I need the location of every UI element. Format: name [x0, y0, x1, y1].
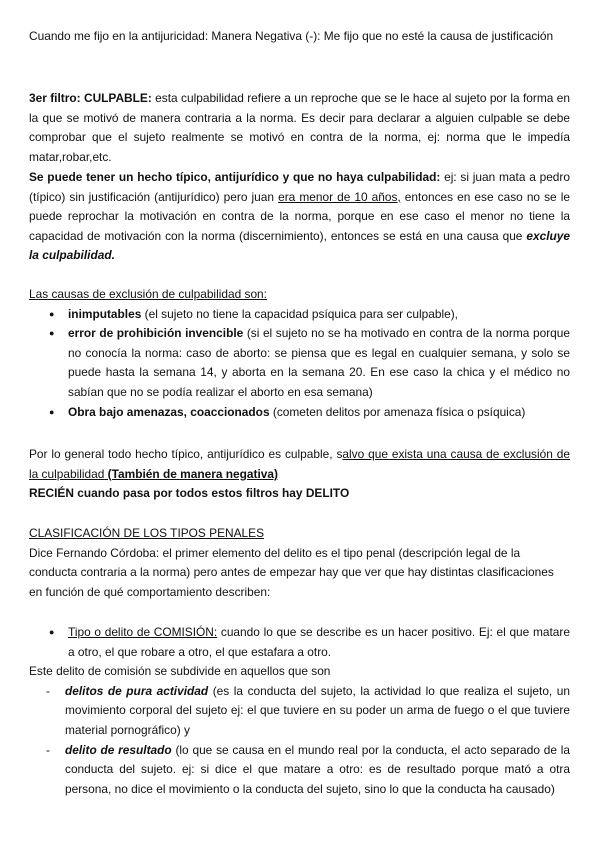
text-example-continued: entonces en ese caso no se le puede reprochar la motivación en contra de la norma, porque en ese caso el menor no tiene la capacidad de motivación con la norma (discernimiento), entonces se está en una causa que [29, 189, 570, 243]
text-example: ej: si juan mata a pedro (típico) sin justificación (antijurídico) pero juan [29, 170, 570, 204]
paragraph-antijuricidad [29, 27, 570, 47]
paragraph-culpable [29, 89, 570, 167]
text-general-rule: Por lo general todo hecho típico, antijurídico es culpable, s [29, 447, 343, 461]
text-bold-statement: Se puede tener un hecho típico, antijurídico y que no haya culpabilidad: [29, 170, 441, 184]
text-comision: cuando lo que se describe es un hacer positivo. Ej: el que matare a otro, el que robare a otro, el que estafara a otro. [68, 625, 570, 659]
list-item [29, 741, 570, 800]
text-underlined-age: era menor de 10 años, [278, 189, 401, 204]
list-item [29, 324, 570, 402]
heading-causas-exclusion: Las causas de exclusión de culpabilidad son: [29, 287, 267, 301]
section-conclusion [29, 445, 570, 504]
section-causas-exclusion [29, 285, 570, 422]
item-description: (si el sujeto no se ha motivado en contra de la norma porque no conocía la norma: caso de aborto: se piensa que es legal en cualquier semana, y solo se puede hasta la semana 14, y aborta en la semana 20. En ese caso la chica y el médico no sabían que no se podía realizar el aborto en esa semana) [68, 326, 570, 399]
text-antijuricidad: Cuando me fijo en la antijuricidad: Manera Negativa (-): Me fijo que no esté la causa de justificación [29, 29, 554, 43]
section-comision [29, 623, 570, 799]
label-culpable: 3er filtro: CULPABLE: [29, 91, 152, 105]
item-term: delitos de pura actividad [65, 683, 209, 698]
text-underlined-exclusion: alvo que exista una causa de exclusión de la culpabilidad [29, 447, 570, 481]
section-clasificacion [29, 524, 570, 602]
list-comision [29, 623, 570, 662]
list-item [29, 305, 570, 325]
text-bold-negative: (También de manera negativa) [104, 466, 278, 481]
paragraph-cordoba: Dice Fernando Córdoba: el primer elemento del delito es el tipo penal (descripción legal de la conducta contraria a la norma) pero antes de empezar hay que ver que hay distintas clasificaciones en función de qué comportamiento describen: [29, 545, 554, 599]
list-subtypes [29, 682, 570, 800]
list-item [29, 403, 570, 423]
item-description: (lo que se causa en el mundo real por la conducta, el acto separado de la conducta del sujeto. ej: si dice el que matare a otro: es de resultado porque mató a otra persona, no dice el movimiento o la conducta del sujeto, sino lo que la conducta ha causado) [65, 742, 570, 796]
item-description: (cometen delitos por amenaza física o psíquica) [269, 404, 526, 419]
list-item [29, 682, 570, 741]
text-culpable: esta culpabilidad refiere a un reproche que se le hace al sujeto por la forma en la que se motivó de manera contraria a la norma. Es decir para declarar a alguien culpable se debe comprobar que el sujeto realmente se motivó en contra de la norma, ej: norma que le impedía matar,robar,etc. [29, 91, 570, 164]
text-subdivide: Este delito de comisión se subdivide en aquellos que son [29, 664, 331, 679]
label-comision: Tipo o delito de COMISIÓN: [68, 625, 218, 639]
heading-clasificacion: CLASIFICACIÓN DE LOS TIPOS PENALES [29, 526, 265, 540]
item-description: (es la conducta del sujeto, la actividad lo que realiza el sujeto, un movimiento corporal del sujeto ej: el que tuviere en su poder un arma de fuego o el que tuviere material pornográfico) y [65, 683, 571, 737]
paragraph-general-rule [29, 445, 570, 484]
text-recien-delito: RECIÉN cuando pasa por todos estos filtros hay DELITO [29, 486, 350, 501]
paragraph-example-juan [29, 168, 570, 266]
text-italic-excluye: excluye la culpabilidad. [29, 228, 570, 263]
item-term: Obra bajo amenazas, coaccionados [68, 404, 270, 419]
item-term: error de prohibición invencible [68, 326, 244, 341]
list-causas-exclusion [29, 305, 570, 423]
item-term: inimputables [68, 306, 142, 321]
item-term: delito de resultado [65, 742, 172, 757]
list-item-comision [29, 623, 570, 662]
item-description: (el sujeto no tiene la capacidad psíquica para ser culpable), [141, 306, 458, 321]
